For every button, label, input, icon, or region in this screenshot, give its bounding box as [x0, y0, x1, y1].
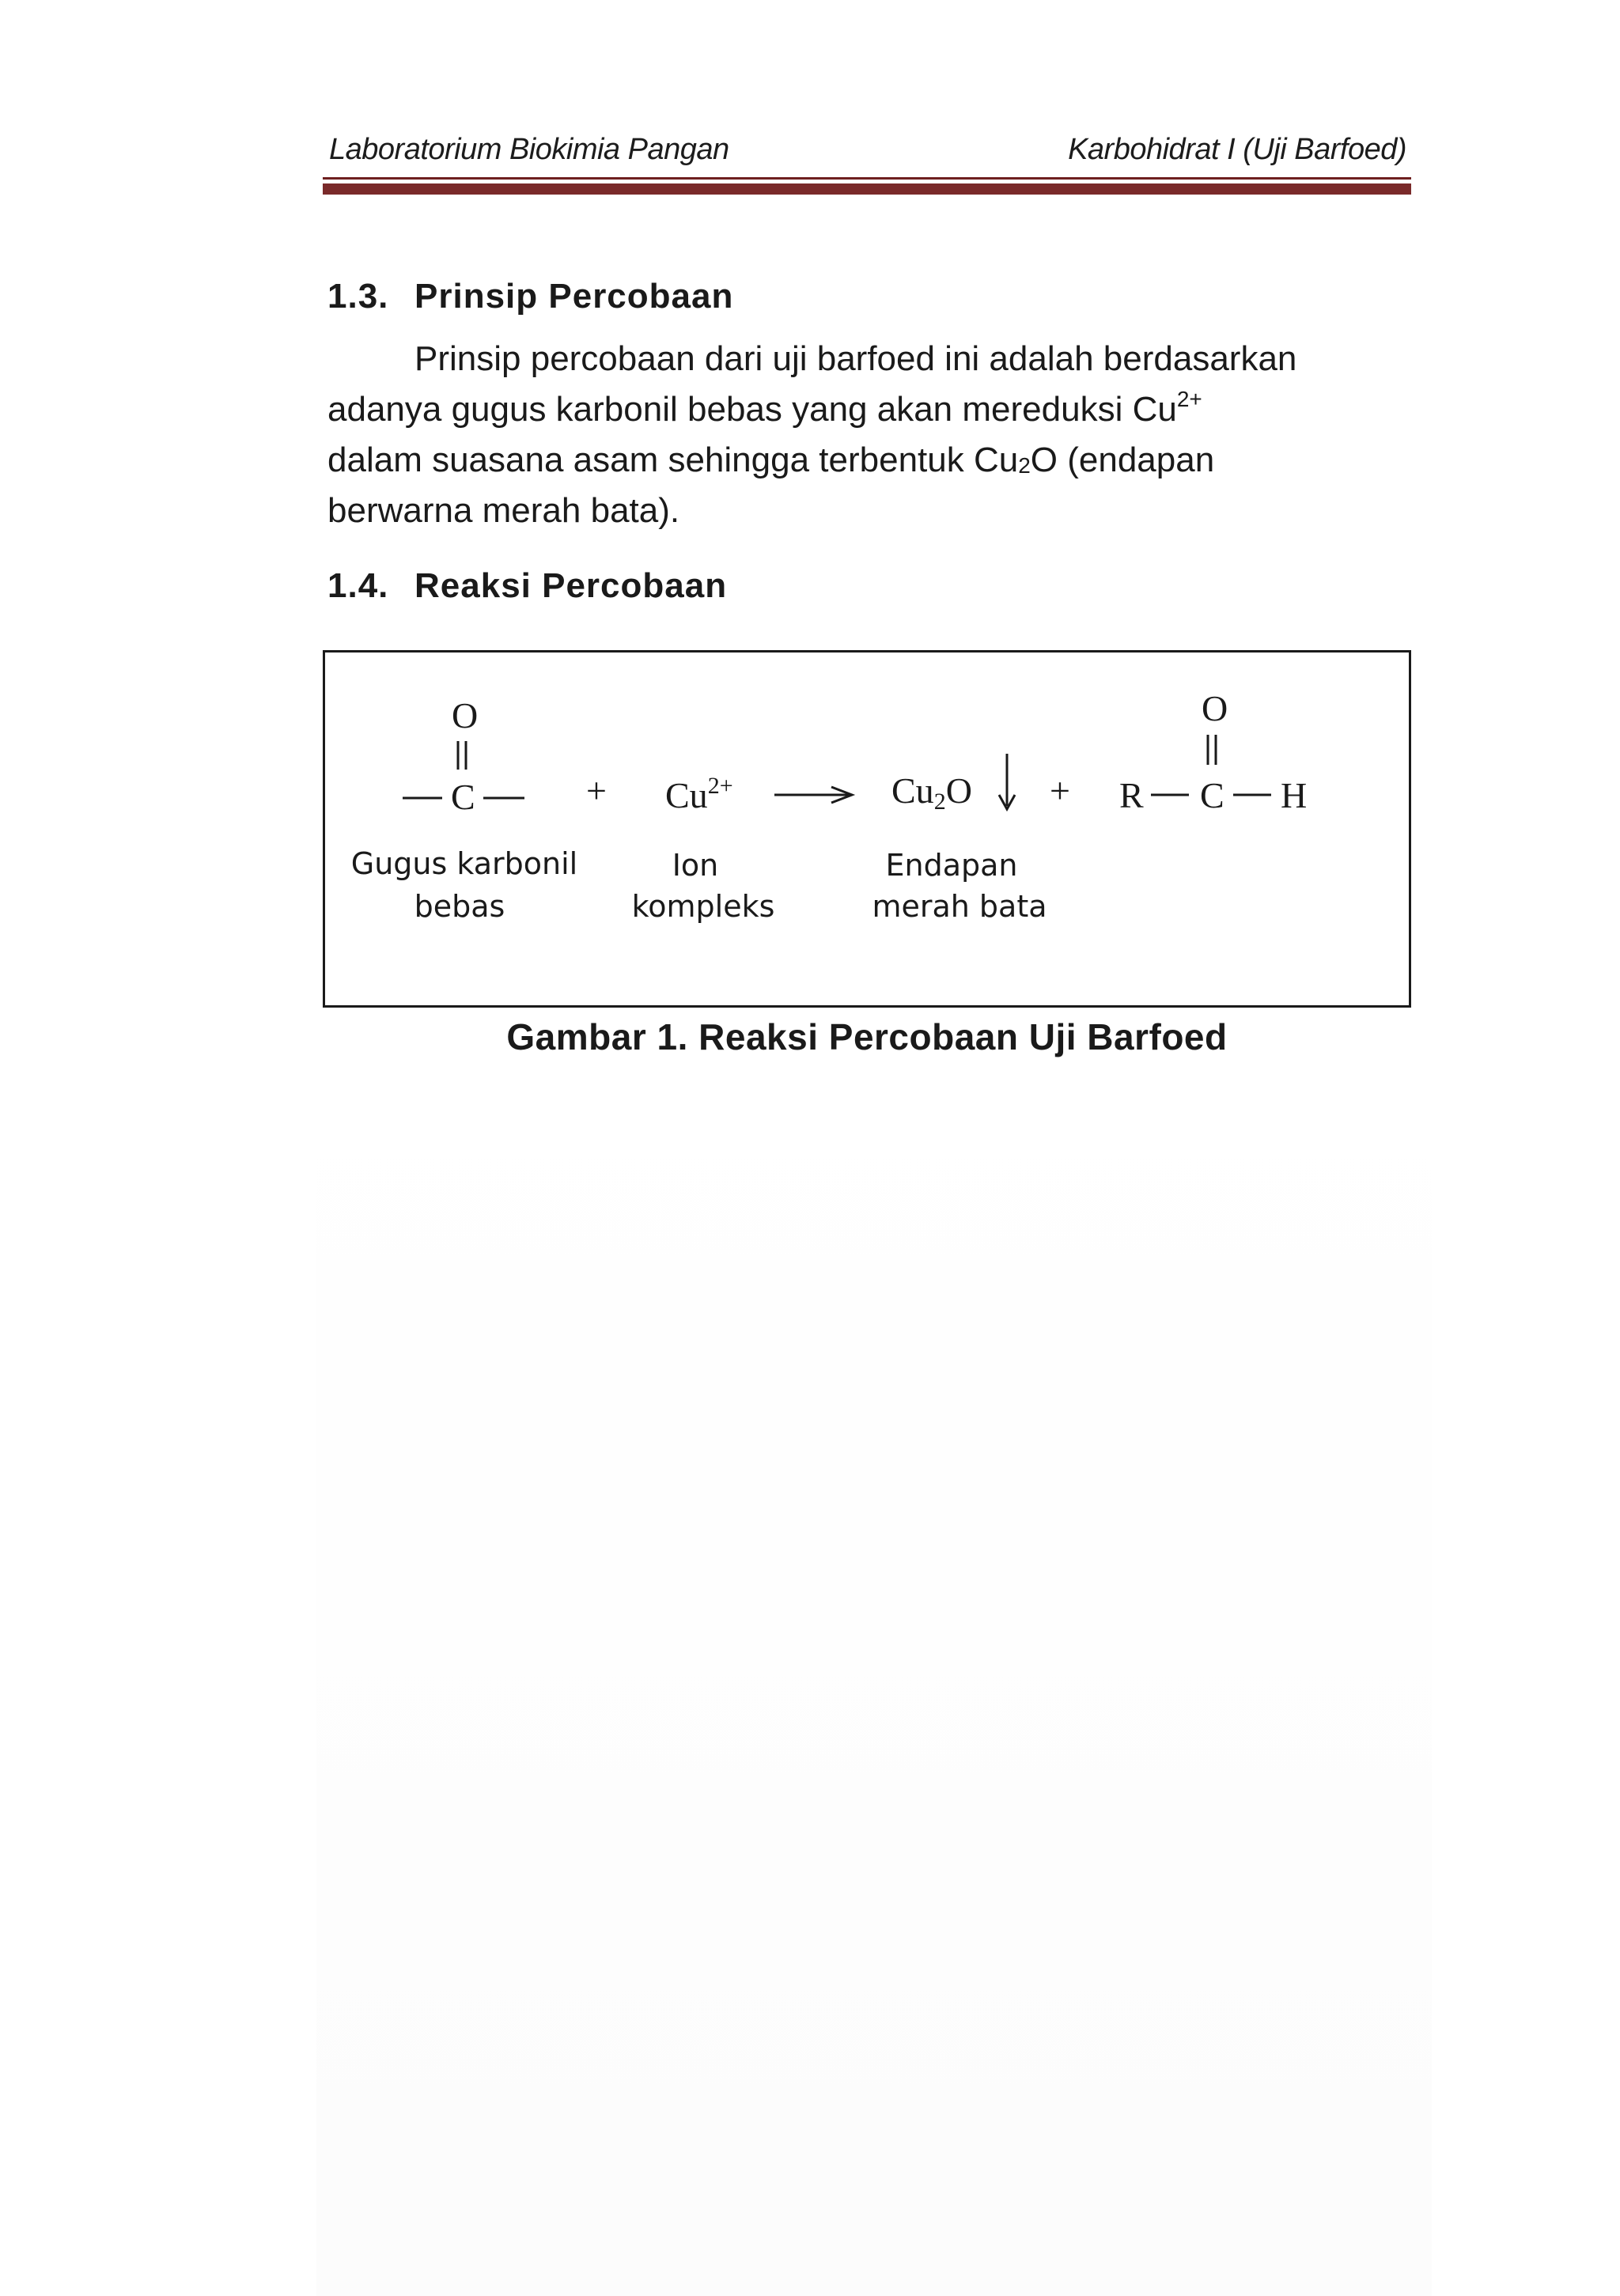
header-right-title: Karbohidrat I (Uji Barfoed): [1068, 133, 1406, 166]
aldehyde-carbon: C: [1200, 775, 1224, 815]
subscript: 2: [1018, 453, 1031, 478]
reaction-figure: [323, 650, 1411, 1008]
section-number: 1.3.: [327, 277, 389, 316]
paragraph-line-1: [327, 334, 1405, 384]
section-heading-1-4: [327, 566, 727, 606]
header-rule-thin: [323, 177, 1411, 180]
plus-sign: +: [1050, 770, 1070, 811]
paragraph-line-2: [327, 384, 1405, 435]
page-background: [316, 1052, 1432, 2296]
copper-oxide-product: Cu2O: [891, 770, 972, 815]
paragraph-line-4: [327, 486, 1405, 536]
label-precipitate-line1: Endapan: [885, 848, 1018, 883]
header-left-title: Laboratorium Biokimia Pangan: [329, 133, 729, 166]
label-ion-line2: kompleks: [631, 889, 775, 924]
paragraph-line-3: [327, 435, 1405, 486]
reaction-diagram: [325, 652, 1414, 1010]
aldehyde-hydrogen: H: [1281, 775, 1308, 815]
section-title: Reaksi Percobaan: [414, 566, 728, 605]
paragraph-text: O (endapan: [1030, 441, 1215, 479]
header-rule-thick: [323, 183, 1411, 195]
aldehyde-oxygen: O: [1202, 688, 1228, 728]
carbonyl-oxygen: O: [452, 695, 479, 736]
principle-paragraph: [327, 334, 1405, 536]
section-number: 1.4.: [327, 566, 389, 605]
copper-ion: $Cu^{2+}$: [665, 773, 733, 815]
label-ion-line1: Ion: [672, 848, 719, 883]
label-carbonyl-line2: bebas: [414, 889, 505, 924]
carbonyl-carbon: C: [451, 777, 475, 817]
paragraph-text: berwarna merah bata).: [327, 491, 680, 530]
paragraph-text: adanya gugus karbonil bebas yang akan mereduksi Cu: [327, 390, 1177, 429]
paragraph-text: dalam suasana asam sehingga terbentuk Cu: [327, 441, 1019, 479]
superscript-charge: 2+: [1176, 387, 1202, 411]
running-header: [326, 133, 1410, 172]
plus-sign: +: [586, 770, 607, 811]
figure-caption: Gambar 1. Reaksi Percobaan Uji Barfoed: [506, 1016, 1228, 1057]
aldehyde-r-group: R: [1119, 775, 1144, 815]
paragraph-text: Prinsip percobaan dari uji barfoed ini adalah berdasarkan: [414, 339, 1297, 378]
label-precipitate-line2: merah bata: [872, 889, 1047, 924]
section-heading-1-3: [327, 277, 733, 316]
label-carbonyl-line1: Gugus karbonil: [350, 846, 578, 881]
section-title: Prinsip Percobaan: [414, 277, 734, 316]
